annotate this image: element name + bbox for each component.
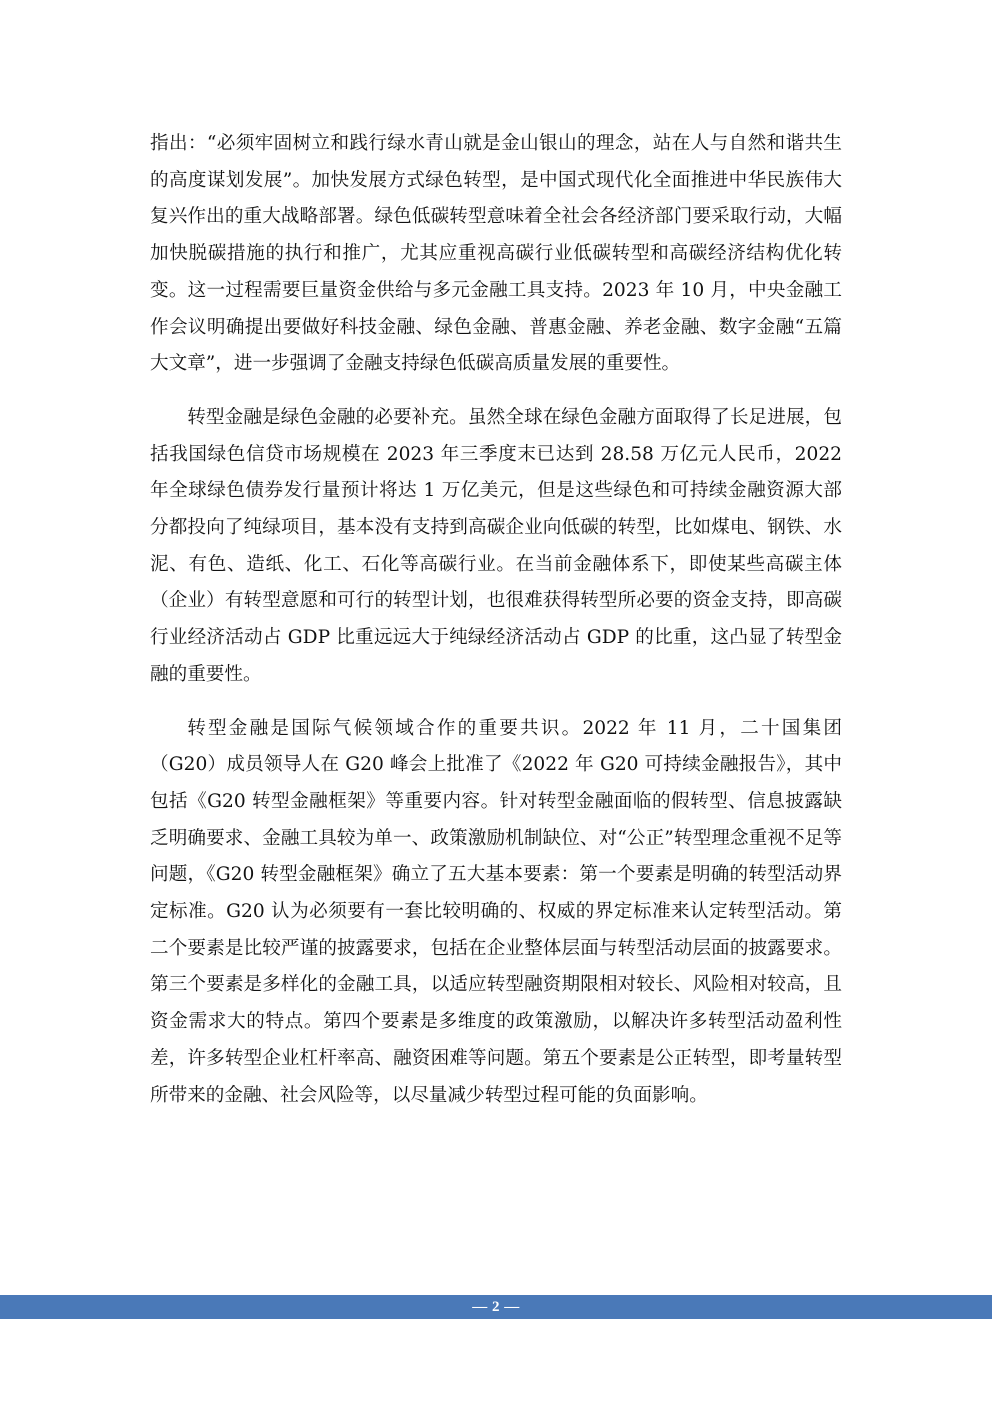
paragraph-2: 转型金融是绿色金融的必要补充。虽然全球在绿色金融方面取得了长足进展，包括我国绿色信贷市场规模在 2023 年三季度末已达到 28.58 万亿元人民币，2022 年全球绿色债券发行量预计将达 1 万亿美元，但是这些绿色和可持续金融资源大部分都投向了纯绿项目，基本没有支持到高碳企业向低碳的转型，比如煤电、钢铁、水泥、有色、造纸、化工、石化等高碳行业。在当前金融体系下，即使某些高碳主体（企业）有转型意愿和可行的转型计划，也很难获得转型所必要的资金支持，即高碳行业经济活动占 GDP 比重远远大于纯绿经济活动占 GDP 的比重，这凸显了转型金融的重要性。 [150, 406, 842, 685]
paragraph-3: 转型金融是国际气候领域合作的重要共识。2022 年 11 月，二十国集团（G20）成员领导人在 G20 峰会上批准了《2022 年 G20 可持续金融报告》，其中包括《G20 转型金融框架》等重要内容。针对转型金融面临的假转型、信息披露缺乏明确要求、金融工具较为单一、政策激励机制缺位、对“公正”转型理念重视不足等问题，《G20 转型金融框架》确立了五大基本要素：第一个要素是明确的转型活动界定标准。G20 认为必须要有一套比较明确的、权威的界定标准来认定转型活动。第二个要素是比较严谨的披露要求，包括在企业整体层面与转型活动层面的披露要求。第三个要素是多样化的金融工具，以适应转型融资期限相对较长、风险相对较高，且资金需求大的特点。第四个要素是多维度的政策激励，以解决许多转型活动盈利性差，许多转型企业杠杆率高、融资困难等问题。第五个要素是公正转型，即考量转型所带来的金融、社会风险等，以尽量减少转型过程可能的负面影响。 [150, 717, 842, 1106]
document-body [150, 126, 842, 1114]
paragraph-1: 指出：“必须牢固树立和践行绿水青山就是金山银山的理念，站在人与自然和谐共生的高度谋划发展”。加快发展方式绿色转型，是中国式现代化全面推进中华民族伟大复兴作出的重大战略部署。绿色低碳转型意味着全社会各经济部门要采取行动，大幅加快脱碳措施的执行和推广，尤其应重视高碳行业低碳转型和高碳经济结构优化转变。这一过程需要巨量资金供给与多元金融工具支持。2023 年 10 月，中央金融工作会议明确提出要做好科技金融、绿色金融、普惠金融、养老金融、数字金融“五篇大文章”，进一步强调了金融支持绿色低碳高质量发展的重要性。 [150, 133, 842, 375]
footer-bar [0, 1295, 992, 1319]
page-number: — 2 — [472, 1299, 520, 1315]
